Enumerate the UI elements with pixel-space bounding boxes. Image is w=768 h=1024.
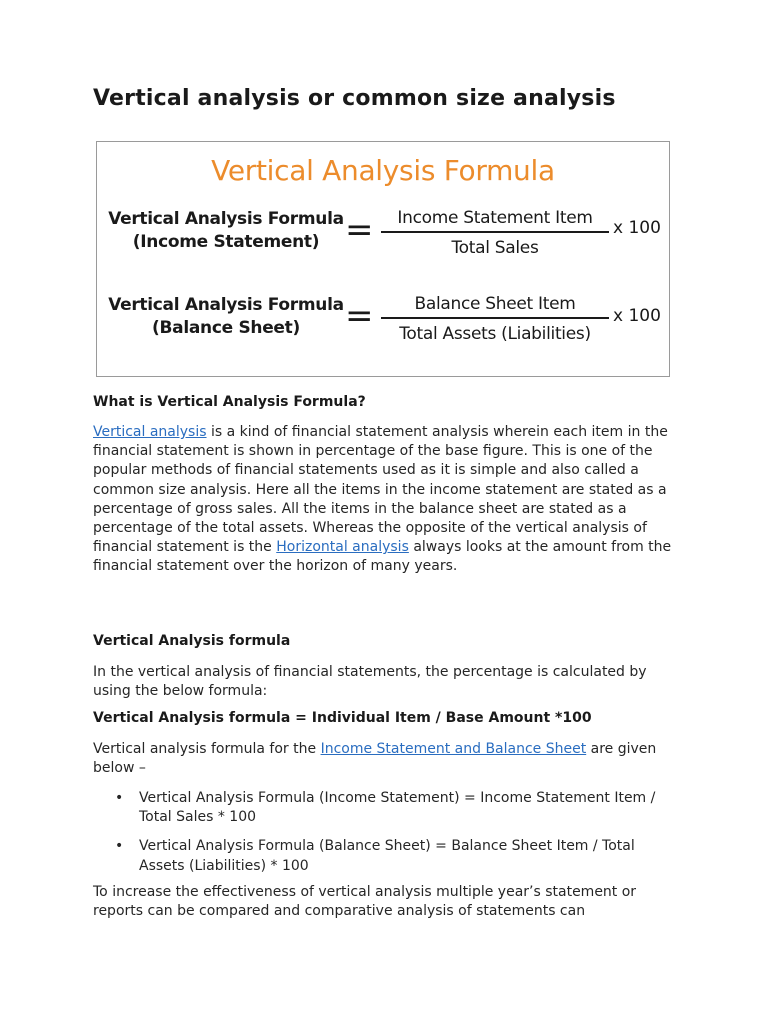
list-item: [115, 789, 675, 827]
fraction-bar: [381, 231, 609, 233]
formula-denominator: Total Assets (Liabilities): [399, 324, 591, 344]
intro-paragraph: [93, 423, 683, 577]
lead-tail: are given below –: [93, 741, 657, 777]
bullet-text: Vertical Analysis Formula (Income Statement) = Income Statement Item / Total Sales * 100: [139, 790, 656, 826]
formula-lhs: [103, 294, 349, 340]
lead-text: Vertical analysis formula for the: [93, 741, 321, 757]
closing-paragraph: To increase the effectiveness of vertical analysis multiple year’s statement or reports can be compared and comparative analysis of statements can: [93, 884, 637, 920]
formula-row-income-statement: [97, 204, 669, 274]
equals-sign: =: [345, 210, 374, 250]
fraction-bar: [381, 317, 609, 319]
formula-figure-heading: Vertical Analysis Formula: [211, 154, 555, 187]
page-title: Vertical analysis or common size analysis: [93, 86, 616, 111]
formula-numerator: Income Statement Item: [397, 208, 593, 228]
section-heading-formula: Vertical Analysis formula: [93, 633, 291, 649]
intro-text-part2: always looks at the amount from the financial statement over the horizon of many years.: [93, 539, 672, 575]
equals-sign: =: [345, 296, 374, 336]
formula-figure: [96, 141, 670, 377]
horizontal-analysis-link[interactable]: Horizontal analysis: [276, 539, 409, 556]
formula-lhs-line2: (Income Statement): [132, 232, 320, 252]
vertical-analysis-link[interactable]: Vertical analysis: [93, 424, 207, 440]
formula-row-balance-sheet: [97, 290, 669, 360]
section-heading-what-is: What is Vertical Analysis Formula?: [93, 394, 366, 410]
formula-fraction: [381, 206, 609, 260]
formula-numerator: Balance Sheet Item: [414, 294, 576, 314]
bullet-dot-icon: •: [115, 790, 124, 806]
income-statement-balance-sheet-link[interactable]: Income Statement and Balance Sheet: [320, 741, 587, 757]
formula-lhs-line1: Vertical Analysis Formula: [108, 295, 344, 315]
list-item: [115, 837, 675, 875]
formula-denominator: Total Sales: [451, 238, 539, 258]
formula-multiplier: x 100: [613, 218, 661, 238]
bullet-text: Vertical Analysis Formula (Balance Sheet) = Balance Sheet Item / Total Assets (Liabilities) * 100: [139, 838, 635, 874]
formula-multiplier: x 100: [613, 306, 661, 326]
bullet-dot-icon: •: [115, 838, 124, 855]
formula-lhs: [103, 208, 349, 254]
intro-text-part1: is a kind of financial statement analysis wherein each item in the financial statement is shown in percentage of the base figure. This is one of the popular methods of financial statements used as it is simple and also called a common size analysis. Here all the items in the income statement are stated as a percentage of gross sales. All the items in the balance sheet are stated as a percentage of the total assets. Whereas the opposite of the vertical analysis of financial statement is the: [93, 424, 668, 556]
formula-lead-paragraph: [93, 740, 683, 778]
formula-lhs-line1: Vertical Analysis Formula: [108, 209, 344, 229]
formula-intro-paragraph: In the vertical analysis of financial statements, the percentage is calculated by using the below formula:: [93, 664, 647, 700]
formula-lhs-line2: (Balance Sheet): [152, 318, 300, 338]
general-formula: Vertical Analysis formula = Individual Item / Base Amount *100: [93, 710, 592, 726]
formula-fraction: [381, 292, 609, 346]
formula-bullet-list: [115, 789, 675, 886]
